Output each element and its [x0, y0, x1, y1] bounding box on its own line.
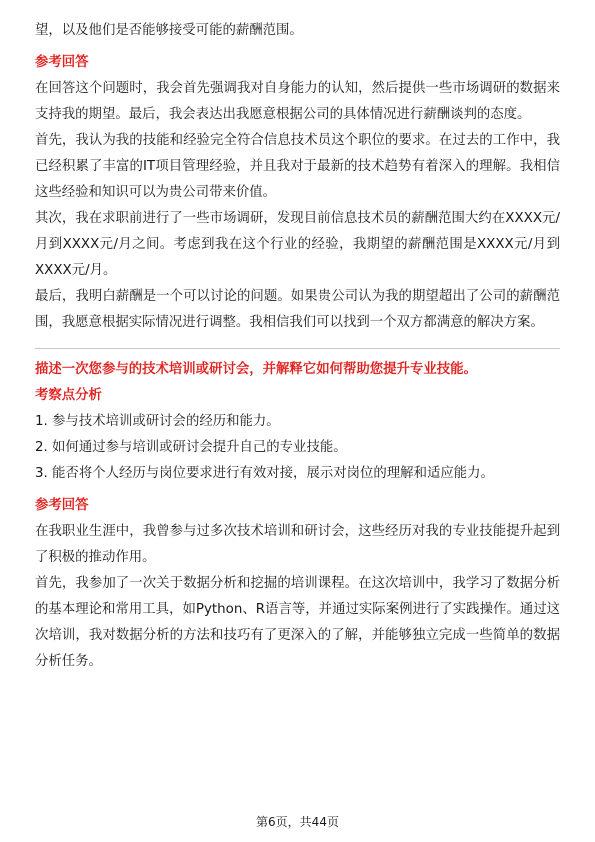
- answer-1-paragraph-3: 其次，我在求职前进行了一些市场调研，发现目前信息技术员的薪酬范围大约在XXXX元/月到XXXX元/月之间。考虑到我在这个行业的经验，我期望的薪酬范围是XXXX元/月到XXXX元/月。: [35, 211, 560, 278]
- continuation-text: 望，以及他们是否能够接受可能的薪酬范围。: [35, 23, 303, 38]
- answer-1-paragraph-4: 最后，我明白薪酬是一个可以讨论的问题。如果贵公司认为我的期望超出了公司的薪酬范围，我愿意根据实际情况进行调整。我相信我们可以找到一个双方都满意的解决方案。: [35, 289, 560, 330]
- answer-1-paragraph-2: 首先，我认为我的技能和经验完全符合信息技术员这个职位的要求。在过去的工作中，我已经积累了丰富的IT项目管理经验，并且我对于最新的技术趋势有着深入的理解。我相信这些经验和知识可以为贵公司带来价值。: [35, 133, 560, 200]
- analysis-item-1: 1. 参与技术培训或研讨会的经历和能力。: [35, 414, 280, 429]
- question-heading: 描述一次您参与的技术培训或研讨会，并解释它如何帮助您提升专业技能。: [35, 362, 477, 377]
- answer-2-paragraph-1: 在我职业生涯中，我曾参与过多次技术培训和研讨会，这些经历对我的专业技能提升起到了积极的推动作用。: [35, 524, 560, 565]
- analysis-item-2: 2. 如何通过参与培训或研讨会提升自己的专业技能。: [35, 440, 347, 455]
- document-page: [35, 18, 560, 675]
- answer-2-paragraph-2: 首先，我参加了一次关于数据分析和挖掘的培训课程。在这次培训中，我学习了数据分析的基本理论和常用工具，如Python、R语言等，并通过实际案例进行了实践操作。通过这次培训，我对数据分析的方法和技巧有了更深入的了解，并能够独立完成一些简单的数据分析任务。: [35, 576, 560, 669]
- answer-label-2: 参考回答: [35, 498, 89, 513]
- analysis-item-3: 3. 能否将个人经历与岗位要求进行有效对接，展示对岗位的理解和适应能力。: [35, 466, 494, 481]
- answer-1-paragraph-1: 在回答这个问题时，我会首先强调我对自身能力的认知，然后提供一些市场调研的数据来支持我的期望。最后，我会表达出我愿意根据公司的具体情况进行薪酬谈判的态度。: [35, 81, 560, 122]
- section-divider: [35, 348, 560, 349]
- analysis-label: 考察点分析: [35, 388, 102, 403]
- page-number: 第6页，共44页: [256, 815, 339, 829]
- answer-label-1: 参考回答: [35, 55, 89, 70]
